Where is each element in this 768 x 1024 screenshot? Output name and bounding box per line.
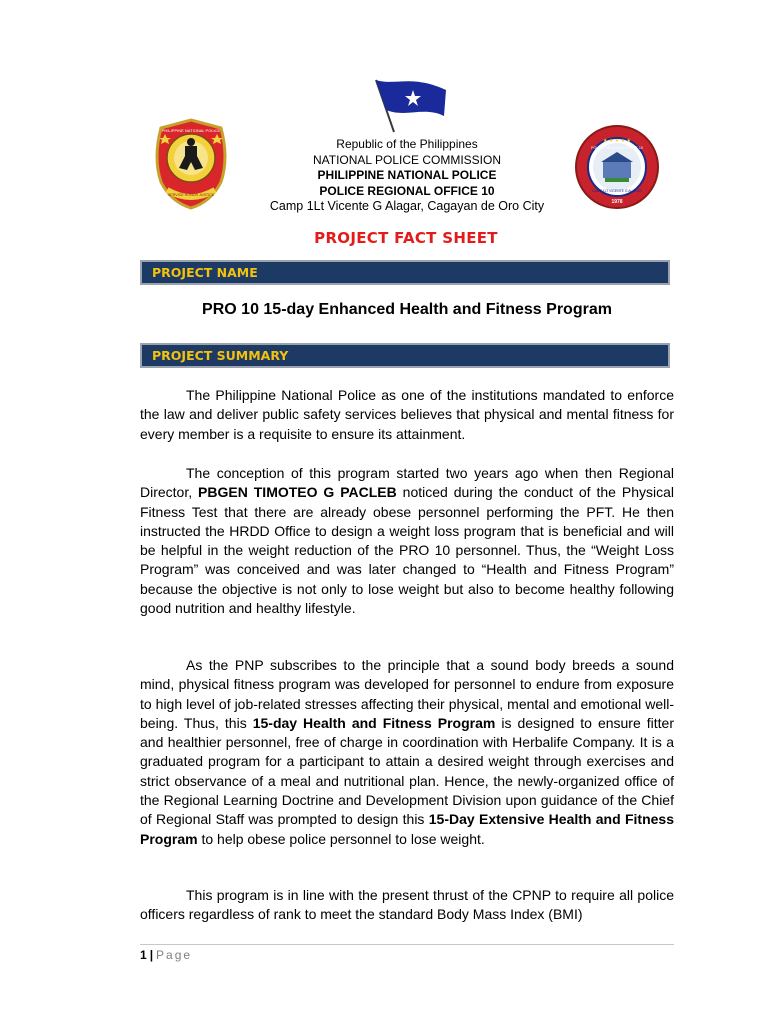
letterhead-pro10: POLICE REGIONAL OFFICE 10 bbox=[319, 183, 495, 198]
svg-text:★ ★ ★ ★ ★: ★ ★ ★ ★ ★ bbox=[603, 138, 631, 144]
letterhead bbox=[240, 137, 574, 215]
left-seal-motto-text: SERVICE HONOR JUSTICE bbox=[167, 193, 215, 197]
document-title: PROJECT FACT SHEET bbox=[314, 229, 498, 247]
letterhead-address: Camp 1Lt Vicente G Alagar, Cagayan de Oro City bbox=[269, 199, 545, 213]
program-name-emphasis: 15-Day Extensive Health and Fitness Program bbox=[140, 811, 674, 847]
letterhead-napolcom: NATIONAL POLICE COMMISSION bbox=[312, 152, 502, 167]
paragraph-text: is designed to ensure fitter and healthier personnel, free of charge in coordination with Herbalife Company. It is a graduated program for a participant to attain a desired weight through exercises and strict observance of a meal and nutritional plan. Hence, the newly-organized office of the Regional Learning Doctrine and Development Division upon guidance of the Chief of Regional Staff was prompted to design this bbox=[140, 714, 674, 828]
page-number: 1 bbox=[140, 948, 147, 962]
summary-paragraph-3 bbox=[140, 656, 674, 849]
summary-paragraph-2 bbox=[140, 464, 674, 618]
letterhead-pnp: PHILIPPINE NATIONAL POLICE bbox=[317, 168, 497, 182]
paragraph-text: The conception of this program started two years ago when then Regional Director, bbox=[140, 465, 674, 501]
paragraph-text: This program is in line with the present thrust of the CPNP to require all police officers regardless of rank to meet the standard Body Mass Index (BMI) bbox=[140, 887, 674, 923]
letterhead-republic: Republic of the Philippines bbox=[336, 137, 478, 151]
right-seal-bottom-text: CAMP 1LT VICENTE G ALAGAR bbox=[592, 189, 642, 193]
footer-divider bbox=[140, 944, 674, 945]
paragraph-text: The Philippine National Police as one of the institutions mandated to enforce the law and deliver public safety services believes that physical and mental fitness for every member is a requisite to ensure its attainment. bbox=[140, 387, 674, 442]
summary-paragraph-1 bbox=[140, 386, 674, 444]
paragraph-text: noticed during the conduct of the Physical Fitness Test that there are already obese personnel performing the PFT. He then instructed the HRDD Office to design a weight loss program that is beneficial and will be helpful in the weight reduction of the PRO 10 personnel. Thus, the “Weight Loss Program” was conceived and was later changed to “Health and Fitness Program” because the objective is not only to lose weight but also to become healthy following good nutrition and healthy lifestyle. bbox=[140, 484, 674, 617]
right-seal-top-text: POLICE REGIONAL OFFICE 10 bbox=[591, 146, 643, 150]
summary-paragraph-4 bbox=[140, 886, 674, 925]
program-name-emphasis: 15-day Health and Fitness Program bbox=[252, 714, 496, 731]
page-footer bbox=[140, 948, 192, 962]
left-seal-top-text: PHILIPPINE NATIONAL POLICE bbox=[161, 128, 221, 133]
project-title: PRO 10 15-day Enhanced Health and Fitness Program bbox=[202, 301, 612, 318]
blue-star-flag-icon bbox=[372, 76, 448, 134]
pnp-badge-icon bbox=[151, 118, 231, 210]
section-header-project-name: PROJECT NAME bbox=[140, 260, 670, 285]
page-separator: | bbox=[149, 948, 154, 962]
director-name: PBGEN TIMOTEO G PACLEB bbox=[198, 484, 397, 501]
paragraph-text: to help obese police personnel to lose weight. bbox=[197, 830, 485, 847]
pro10-seal-icon bbox=[574, 124, 660, 210]
paragraph-text: As the PNP subscribes to the principle that a sound body breeds a sound mind, physical fitness program was developed for personnel to endure from exposure to high level of job-related stresses affecting their physical, mental and emotional well-being. Thus, this bbox=[140, 657, 674, 731]
page-label: Page bbox=[156, 948, 193, 962]
right-seal-year: 1978 bbox=[611, 199, 623, 205]
section-header-project-summary: PROJECT SUMMARY bbox=[140, 343, 670, 368]
